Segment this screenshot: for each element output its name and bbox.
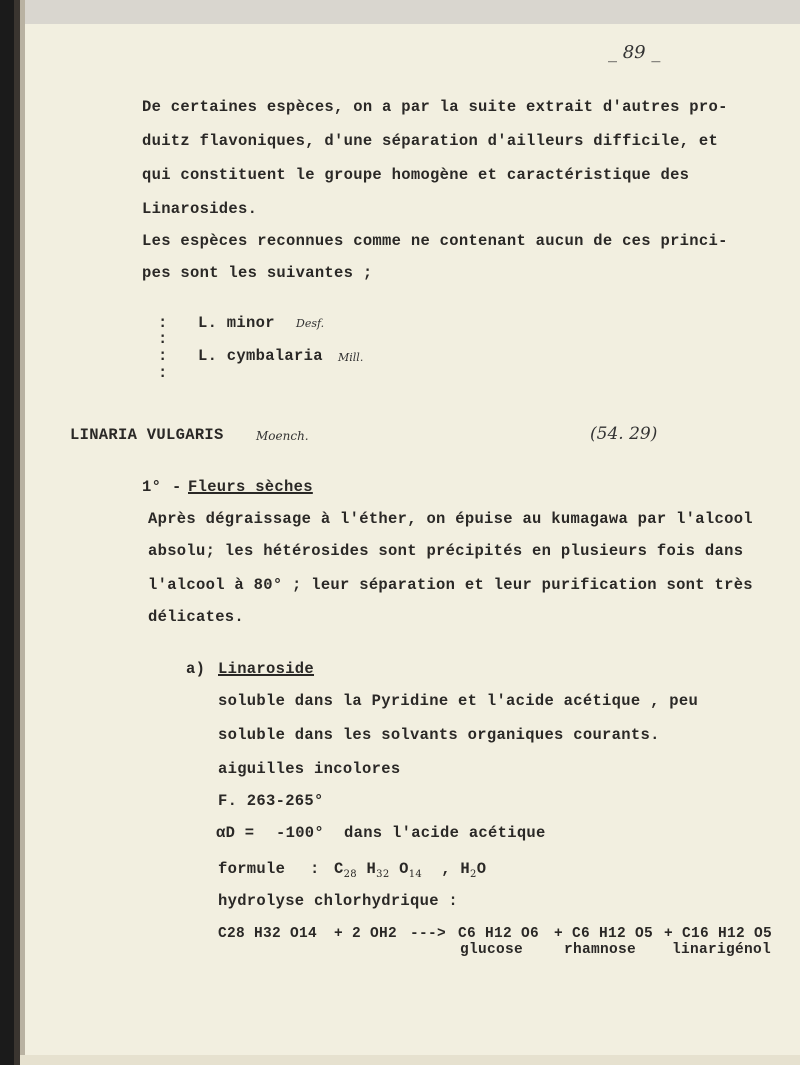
species-name: L. cymbalaria: [198, 347, 323, 365]
section-code: (54. 29): [590, 424, 658, 444]
compound-title: Linaroside: [218, 660, 315, 678]
intro-line: duitz flavoniques, d'une séparation d'ailleurs difficile, et: [142, 132, 719, 150]
body-line: Après dégraissage à l'éther, on épuise au kumagawa par l'alcool: [148, 510, 753, 528]
equation-product: + C6 H12 O5: [554, 926, 654, 942]
product-name: rhamnose: [564, 942, 637, 958]
formula-line: $C_{28}$ $H_{32}$ $O_{14}$ , $H_2O$: [334, 860, 487, 881]
equation-product: C6 H12 O6: [458, 926, 540, 942]
compound-label: a): [186, 660, 206, 678]
body-line: l'alcool à 80° ; leur séparation et leur purification sont très: [148, 576, 753, 594]
subsection-number: 1°: [142, 478, 162, 496]
subsection-title: Fleurs sèches: [188, 478, 313, 496]
list-marker: :: [158, 330, 168, 348]
list-marker: :: [158, 347, 168, 365]
binding-spine: [0, 0, 20, 1065]
species-name: L. minor: [198, 314, 275, 332]
equation-lhs: C28 H32 O14: [218, 926, 318, 942]
intro-line: De certaines espèces, on a par la suite extrait d'autres pro-: [142, 98, 728, 116]
product-name: glucose: [460, 942, 524, 958]
compound-line: soluble dans la Pyridine et l'acide acétique , peu: [218, 692, 699, 710]
rotation-symbol: αD =: [216, 824, 255, 842]
intro-line: Linarosides.: [142, 200, 258, 218]
section-title: LINARIA VULGARIS: [70, 426, 224, 444]
intro-line: qui constituent le groupe homogène et caractéristique des: [142, 166, 690, 184]
hydrolysis-label: hydrolyse chlorhydrique :: [218, 892, 459, 910]
list-marker: :: [158, 314, 168, 332]
intro-line: Les espèces reconnues comme ne contenant aucun de ces princi-: [142, 232, 728, 250]
species-author: Desf.: [296, 317, 325, 330]
body-line: absolu; les hétérosides sont précipités en plusieurs fois dans: [148, 542, 744, 560]
species-author: Mill.: [338, 351, 364, 364]
list-marker: :: [158, 364, 168, 382]
page-bottom-edge: [20, 1055, 800, 1065]
subsection-dash: -: [172, 478, 182, 496]
section-author: Moench.: [256, 429, 309, 443]
body-line: délicates.: [148, 608, 245, 626]
intro-line: pes sont les suivantes ;: [142, 264, 373, 282]
equation-product: + C16 H12 O5: [664, 926, 773, 942]
compound-line: soluble dans les solvants organiques courants.: [218, 726, 660, 744]
compound-line: F. 263-265°: [218, 792, 324, 810]
rotation-value: -100°: [276, 824, 325, 842]
product-name: linarigénol: [672, 942, 772, 958]
page-number: _ 89 _: [608, 42, 661, 63]
equation-water: + 2 OH2: [334, 926, 398, 942]
rotation-solvent: dans l'acide acétique: [344, 824, 546, 842]
compound-line: aiguilles incolores: [218, 760, 401, 778]
formula-label: formule: [218, 860, 286, 878]
equation-arrow: --->: [410, 926, 447, 942]
formula-colon: :: [310, 860, 320, 878]
